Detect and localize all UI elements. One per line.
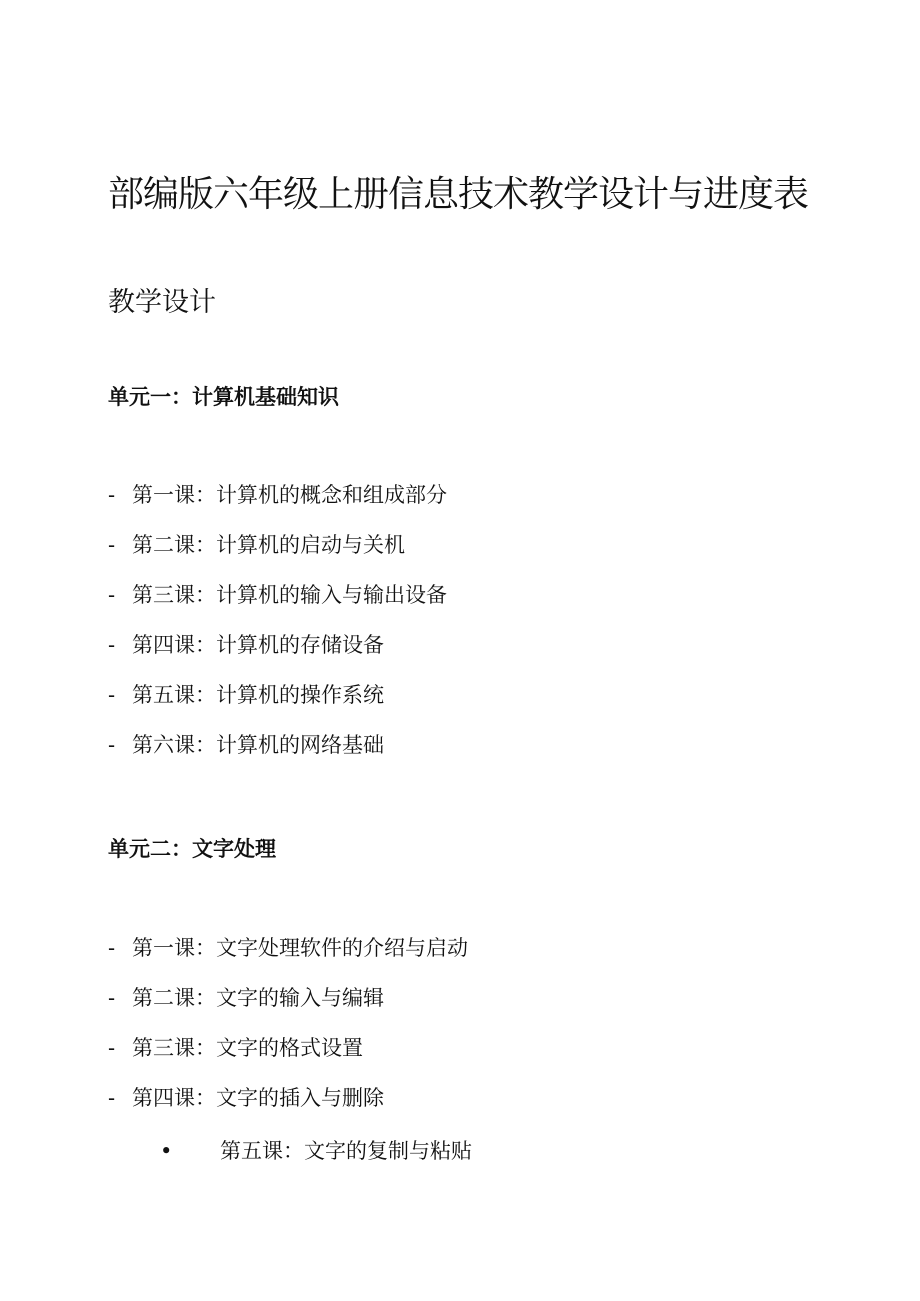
lesson-label: 第五课：计算机的操作系统 bbox=[132, 683, 384, 707]
list-item bbox=[108, 730, 447, 780]
dash-marker: - bbox=[108, 986, 116, 1010]
dash-marker: - bbox=[108, 1036, 116, 1060]
lesson-label: 第二课：计算机的启动与关机 bbox=[132, 533, 405, 557]
lesson-label: 第三课：文字的格式设置 bbox=[132, 1036, 363, 1060]
dash-marker: - bbox=[108, 583, 116, 607]
unit-heading-2: 单元二：文字处理 bbox=[108, 837, 276, 861]
unit-1-lesson-list bbox=[108, 480, 447, 780]
lesson-label: 第二课：文字的输入与编辑 bbox=[132, 986, 384, 1010]
list-item bbox=[108, 1083, 468, 1133]
dash-marker: - bbox=[108, 733, 116, 757]
lesson-label: 第一课：文字处理软件的介绍与启动 bbox=[132, 936, 468, 960]
list-item bbox=[108, 1033, 468, 1083]
lesson-label: 第四课：文字的插入与删除 bbox=[132, 1086, 384, 1110]
section-heading-teaching-design: 教学设计 bbox=[108, 287, 216, 318]
dash-marker: - bbox=[108, 683, 116, 707]
list-item bbox=[108, 530, 447, 580]
dash-marker: - bbox=[108, 483, 116, 507]
list-item bbox=[108, 580, 447, 630]
bullet-list-item bbox=[160, 1135, 472, 1165]
unit-heading-1: 单元一：计算机基础知识 bbox=[108, 385, 339, 409]
list-item bbox=[108, 983, 468, 1033]
dash-marker: - bbox=[108, 936, 116, 960]
list-item bbox=[108, 933, 468, 983]
lesson-label: 第四课：计算机的存储设备 bbox=[132, 633, 384, 657]
lesson-label: 第三课：计算机的输入与输出设备 bbox=[132, 583, 447, 607]
dash-marker: - bbox=[108, 633, 116, 657]
dash-marker: - bbox=[108, 533, 116, 557]
dash-marker: - bbox=[108, 1086, 116, 1110]
list-item bbox=[108, 680, 447, 730]
lesson-label: 第一课：计算机的概念和组成部分 bbox=[132, 483, 447, 507]
list-item bbox=[108, 480, 447, 530]
document-title: 部编版六年级上册信息技术教学设计与进度表 bbox=[108, 174, 809, 215]
lesson-label: 第六课：计算机的网络基础 bbox=[132, 733, 384, 757]
bullet-marker: • bbox=[160, 1139, 173, 1163]
unit-2-lesson-list bbox=[108, 933, 468, 1133]
list-item bbox=[108, 630, 447, 680]
lesson-label: 第五课：文字的复制与粘贴 bbox=[220, 1139, 472, 1163]
